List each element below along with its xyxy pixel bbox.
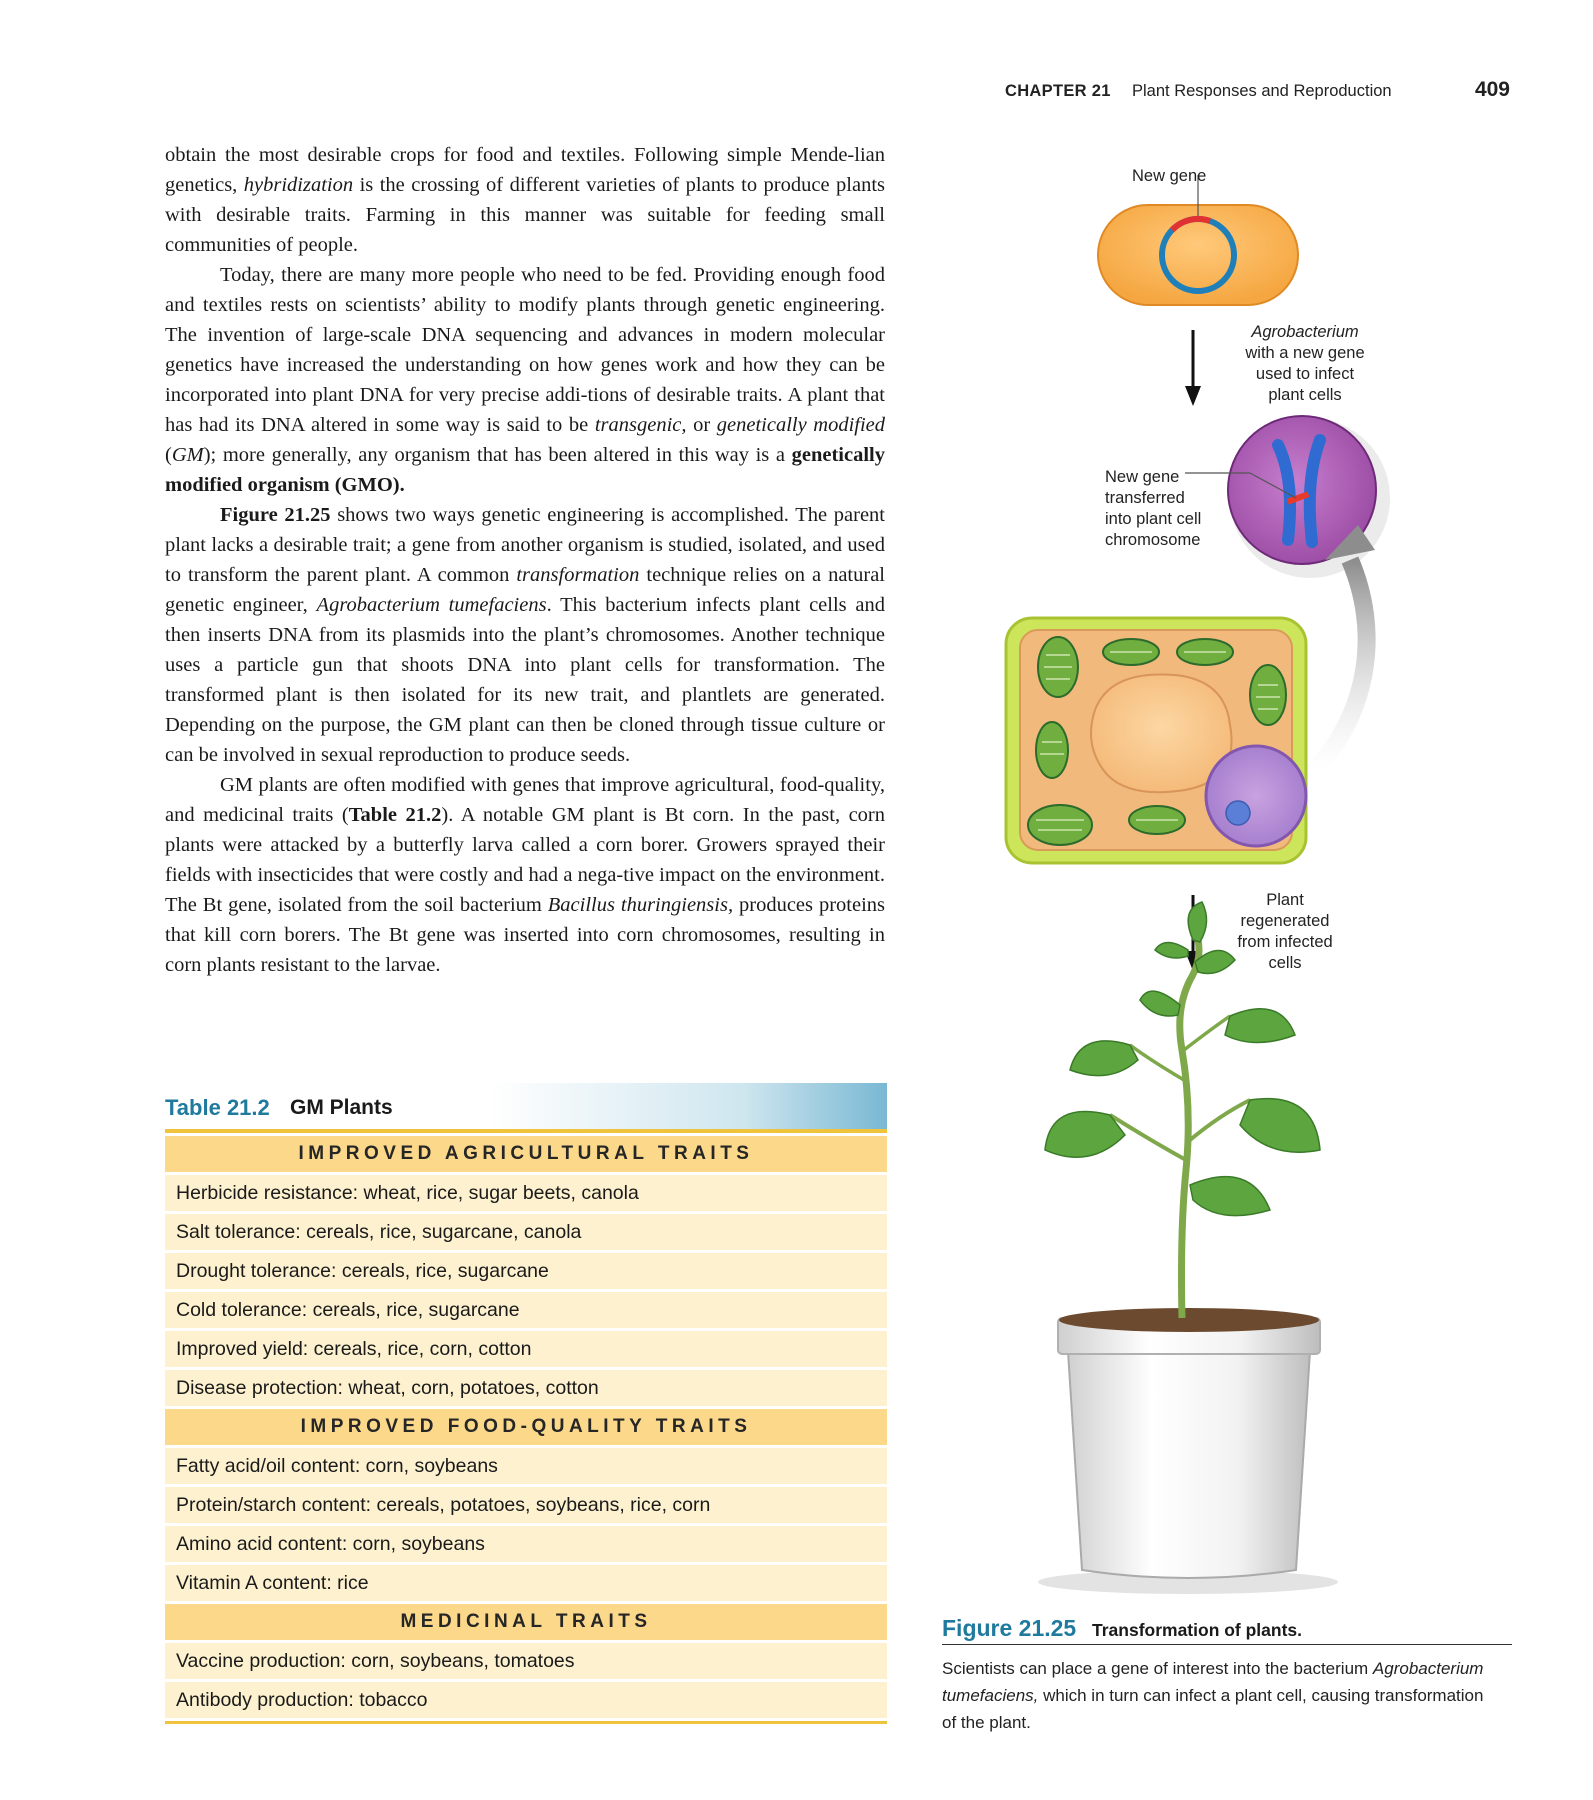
table-row: Cold tolerance: cereals, rice, sugarcane [165, 1292, 887, 1328]
table-section-heading: IMPROVED FOOD-QUALITY TRAITS [165, 1409, 887, 1445]
table-row: Salt tolerance: cereals, rice, sugarcane, canola [165, 1214, 887, 1250]
table-section-heading: IMPROVED AGRICULTURAL TRAITS [165, 1136, 887, 1172]
chapter-label: CHAPTER 21 [1005, 82, 1111, 100]
transfer-label-line: into plant cell [1105, 510, 1202, 528]
table-title-bar [165, 1083, 887, 1133]
agro-label-line: used to infect [1255, 365, 1355, 383]
figure-label: Figure 21.25 [942, 1615, 1077, 1641]
agro-label-line: with a new gene [1245, 344, 1365, 362]
table-row: Disease protection: wheat, corn, potatoes, cotton [165, 1370, 887, 1406]
plant-cell [1006, 618, 1306, 863]
table-row: Amino acid content: corn, soybeans [165, 1526, 887, 1562]
down-arrow-icon [1185, 330, 1201, 406]
table-label: Table 21.2 [165, 1095, 270, 1120]
agrobacterium-label [1220, 322, 1390, 406]
regen-label-line: regenerated [1240, 912, 1330, 930]
table-row: Drought tolerance: cereals, rice, sugarcane [165, 1253, 887, 1289]
figure-title: Transformation of plants. [1092, 1620, 1303, 1640]
regen-label-line: Plant [1266, 891, 1304, 909]
stem [1180, 940, 1199, 1318]
transfer-label-line: chromosome [1105, 531, 1201, 549]
transfer-label-line: transferred [1105, 489, 1185, 507]
bacterium [1098, 175, 1298, 305]
plant-regenerated-label [1215, 890, 1355, 974]
chapter-title: Plant Responses and Reproduction [1132, 82, 1392, 100]
paragraph-1: obtain the most desirable crops for food and textiles. Following simple Mende-lian genetics, hybridization is the crossing of different varieties of plants to produce plants with desirable traits. Farming in this manner was suitable for feeding small communities of people. [165, 144, 885, 256]
body-text [165, 140, 885, 980]
paragraph-4: GM plants are often modified with genes that improve agricultural, food-quality, and medicinal traits (Table 21.2). A notable GM plant is Bt corn. In the past, corn plants were attacked by a butterfly larva called a corn borer. Growers sprayed their fields with insecticides that were costly and had a nega-tive impact on the environment. The Bt gene, isolated from the soil bacterium Bacillus thuringiensis, produces proteins that kill corn borers. The Bt gene was inserted into corn chromosomes, resulting in corn plants resistant to the larvae. [165, 774, 885, 976]
caption-body: Scientists can place a gene of interest into the bacterium Agrobacterium tumefaciens, which in turn can infect a plant cell, causing transformation of the plant. [942, 1659, 1484, 1732]
gene-transfer-label [1105, 467, 1245, 551]
table-row: Vaccine production: corn, soybeans, tomatoes [165, 1643, 887, 1679]
gm-plants-table [165, 1083, 887, 1724]
table-row: Vitamin A content: rice [165, 1565, 887, 1601]
table-title: GM Plants [290, 1096, 393, 1119]
potted-plant [1038, 902, 1338, 1594]
regen-label-line: from infected [1237, 933, 1333, 951]
running-head [1005, 78, 1510, 108]
table-section-heading: MEDICINAL TRAITS [165, 1604, 887, 1640]
figure-21-25 [950, 150, 1560, 1600]
new-gene-label: New gene [1132, 167, 1207, 185]
caption-rule [942, 1644, 1512, 1645]
flower-pot [1066, 1320, 1312, 1578]
table-row: Protein/starch content: cereals, potatoes, soybeans, rice, corn [165, 1487, 887, 1523]
regen-label-line: cells [1268, 954, 1302, 972]
nucleolus [1226, 801, 1250, 825]
agro-label-line: plant cells [1268, 386, 1342, 404]
nucleus [1206, 746, 1306, 846]
table-row: Herbicide resistance: wheat, rice, sugar beets, canola [165, 1175, 887, 1211]
page-number: 409 [1474, 78, 1510, 101]
transfer-label-line: New gene [1105, 468, 1180, 486]
table-bottom-rule [165, 1721, 887, 1724]
paragraph-2: Today, there are many more people who need to be fed. Providing enough food and textiles rests on scientists’ ability to modify plants through genetic engineering. The invention of large-scale DNA sequencing and advances in modern molecular genetics have increased the understanding on how genes work and how they can be incorporated into plant DNA for very precise addi-tions of desirable traits. A plant that has had its DNA altered in some way is said to be transgenic, or genetically modified (GM); more generally, any organism that has been altered in this way is a genetically modified organism (GMO). [165, 264, 886, 496]
table-row: Improved yield: cereals, rice, corn, cotton [165, 1331, 887, 1367]
table-row: Antibody production: tobacco [165, 1682, 887, 1718]
agro-label-line: Agrobacterium [1251, 323, 1359, 341]
paragraph-3: Figure 21.25 shows two ways genetic engineering is accomplished. The parent plant lacks a desirable trait; a gene from another organism is studied, isolated, and used to transform the parent plant. A common transformation technique relies on a natural genetic engineer, Agrobacterium tumefaciens. This bacterium infects plant cells and then inserts DNA from its plasmids into the plant’s chromosomes. Another technique uses a particle gun that shoots DNA into plant cells for transformation. The transformed plant is then isolated for its new trait, and plantlets are generated. Depending on the purpose, the GM plant can then be cloned through tissue culture or can be involved in sexual reproduction to produce seeds. [165, 504, 885, 766]
table-row: Fatty acid/oil content: corn, soybeans [165, 1448, 887, 1484]
